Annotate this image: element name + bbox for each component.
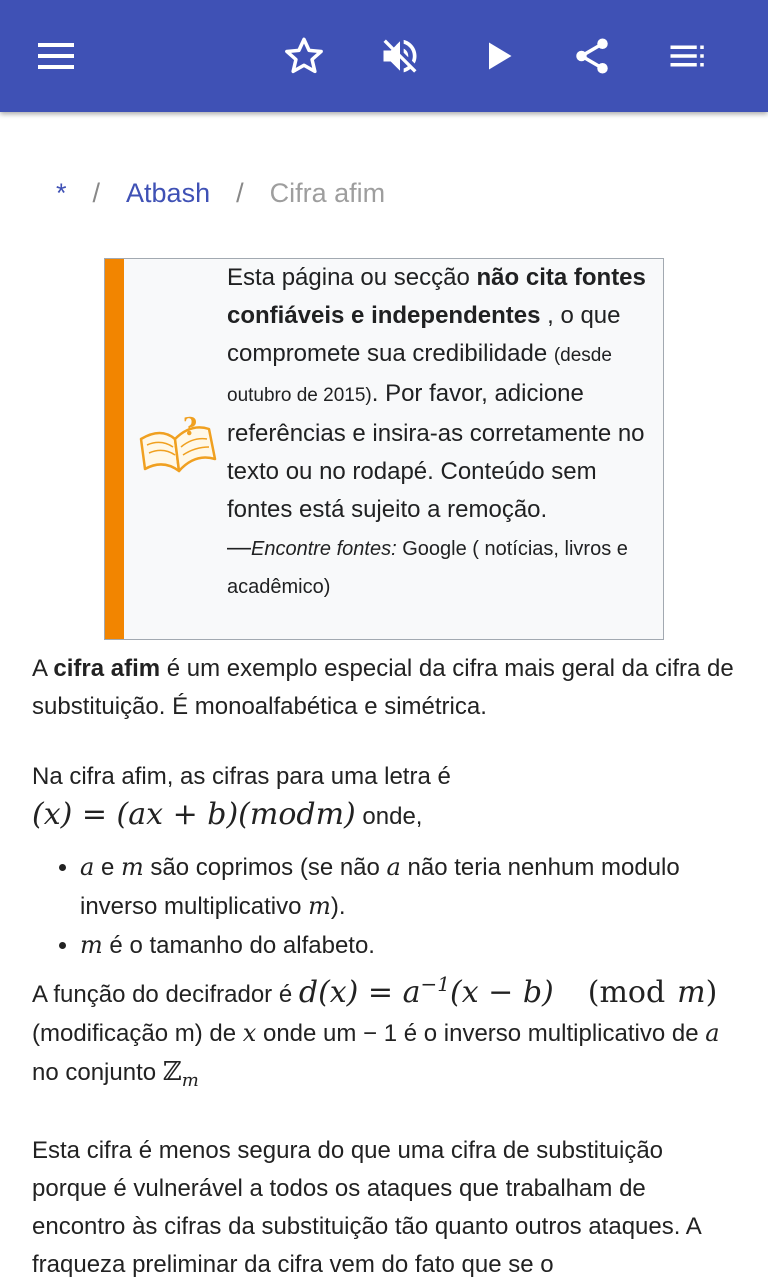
conditions-list bbox=[32, 848, 738, 965]
encryption-formula: (x) = (ax + b)(modm) bbox=[32, 797, 356, 832]
svg-text:?: ? bbox=[183, 412, 198, 441]
breadcrumb bbox=[56, 178, 385, 209]
paragraph bbox=[32, 758, 738, 836]
find-sources-line bbox=[227, 529, 649, 606]
breadcrumb-separator: / bbox=[236, 178, 244, 208]
math-var: x bbox=[242, 1019, 257, 1047]
text: é um exemplo especial da cifra mais geral da cifra de substituição. É monoalfabética e simétrica. bbox=[32, 655, 734, 720]
list-item bbox=[80, 926, 738, 965]
formula-part: (x − b) bbox=[449, 975, 554, 1010]
find-sources-books-link[interactable]: livros bbox=[564, 538, 612, 560]
text: A função do decifrador é bbox=[32, 981, 299, 1008]
math-var: a bbox=[705, 1019, 720, 1047]
text: e bbox=[94, 854, 121, 881]
find-sources-news-link[interactable]: notícias bbox=[484, 538, 554, 560]
text: A bbox=[32, 655, 54, 682]
formula-part: ) bbox=[705, 975, 718, 1010]
table-of-contents-icon[interactable] bbox=[660, 28, 716, 84]
text: é o tamanho do alfabeto. bbox=[102, 932, 375, 959]
unsourced-notice-box bbox=[104, 258, 664, 640]
text: ). bbox=[330, 893, 346, 920]
notice-text-part: , o que compromete sua credibilidade bbox=[227, 302, 621, 367]
text: são coprimos (se não bbox=[143, 854, 387, 881]
star-outline-icon[interactable] bbox=[276, 28, 332, 84]
formula-part: m bbox=[677, 975, 706, 1010]
text: onde, bbox=[355, 803, 423, 830]
math-var: m bbox=[308, 892, 331, 920]
notice-date: (desde outubro de 2015) bbox=[227, 345, 612, 406]
find-sources-academic-link[interactable]: acadêmico bbox=[227, 576, 324, 598]
share-icon[interactable] bbox=[564, 28, 620, 84]
bold-term: cifra afim bbox=[53, 655, 161, 682]
find-sources-close: ) bbox=[323, 576, 331, 598]
book-question-icon bbox=[135, 409, 219, 479]
list-item bbox=[80, 848, 738, 926]
find-sources-dash: — bbox=[227, 534, 251, 561]
notice-text-part: Esta página ou secção bbox=[227, 264, 477, 291]
paragraph bbox=[32, 965, 738, 1100]
volume-off-icon[interactable] bbox=[372, 28, 428, 84]
paragraph bbox=[32, 650, 738, 726]
math-var: a bbox=[80, 853, 95, 881]
formula-part: d(x) = a bbox=[298, 975, 421, 1010]
find-sources-google: Google ( bbox=[396, 538, 485, 560]
article-body bbox=[32, 650, 738, 1284]
math-subscript: m bbox=[181, 1069, 199, 1091]
math-var: a bbox=[386, 853, 401, 881]
notice-text bbox=[227, 259, 649, 606]
text: (modificação m) de bbox=[32, 1020, 243, 1047]
decryption-formula bbox=[298, 972, 718, 1010]
breadcrumb-parent[interactable]: Atbash bbox=[126, 178, 211, 208]
find-sources-separator: , bbox=[553, 538, 565, 560]
notice-text-part: . Por favor, adicione referências e insira-as corretamente no texto ou no rodapé. Conteúdo sem fontes está sujeito a remoção. bbox=[227, 380, 645, 523]
math-set: ℤ bbox=[162, 1057, 182, 1087]
menu-icon[interactable] bbox=[28, 28, 84, 84]
find-sources-separator: e bbox=[611, 538, 628, 560]
app-bar bbox=[0, 0, 768, 112]
text: não teria nenhum modulo inverso multiplicativo bbox=[80, 854, 680, 920]
notice-bold-text: não cita fontes confiáveis e independentes bbox=[227, 264, 646, 329]
math-var: m bbox=[121, 853, 144, 881]
notice-accent-bar bbox=[105, 259, 124, 639]
text: Na cifra afim, as cifras para uma letra é bbox=[32, 763, 451, 790]
formula-mod: (mod bbox=[587, 975, 666, 1010]
play-icon[interactable] bbox=[470, 28, 526, 84]
text: no conjunto bbox=[32, 1059, 163, 1086]
paragraph: Esta cifra é menos segura do que uma cifra de substituição porque é vulnerável a todos os ataques que trabalham de encontro às cifras da substituição tão quanto outros ataques. A fraqueza preliminar da cifra vem do fato que se o bbox=[32, 1136, 701, 1278]
breadcrumb-root[interactable]: * bbox=[56, 178, 67, 208]
find-sources-label: Encontre fontes: bbox=[251, 538, 397, 560]
math-var: m bbox=[80, 931, 103, 959]
formula-exponent: −1 bbox=[420, 972, 450, 996]
breadcrumb-separator: / bbox=[92, 178, 101, 208]
breadcrumb-current: Cifra afim bbox=[269, 178, 386, 208]
text: onde um − 1 é o inverso multiplicativo de bbox=[256, 1020, 706, 1047]
